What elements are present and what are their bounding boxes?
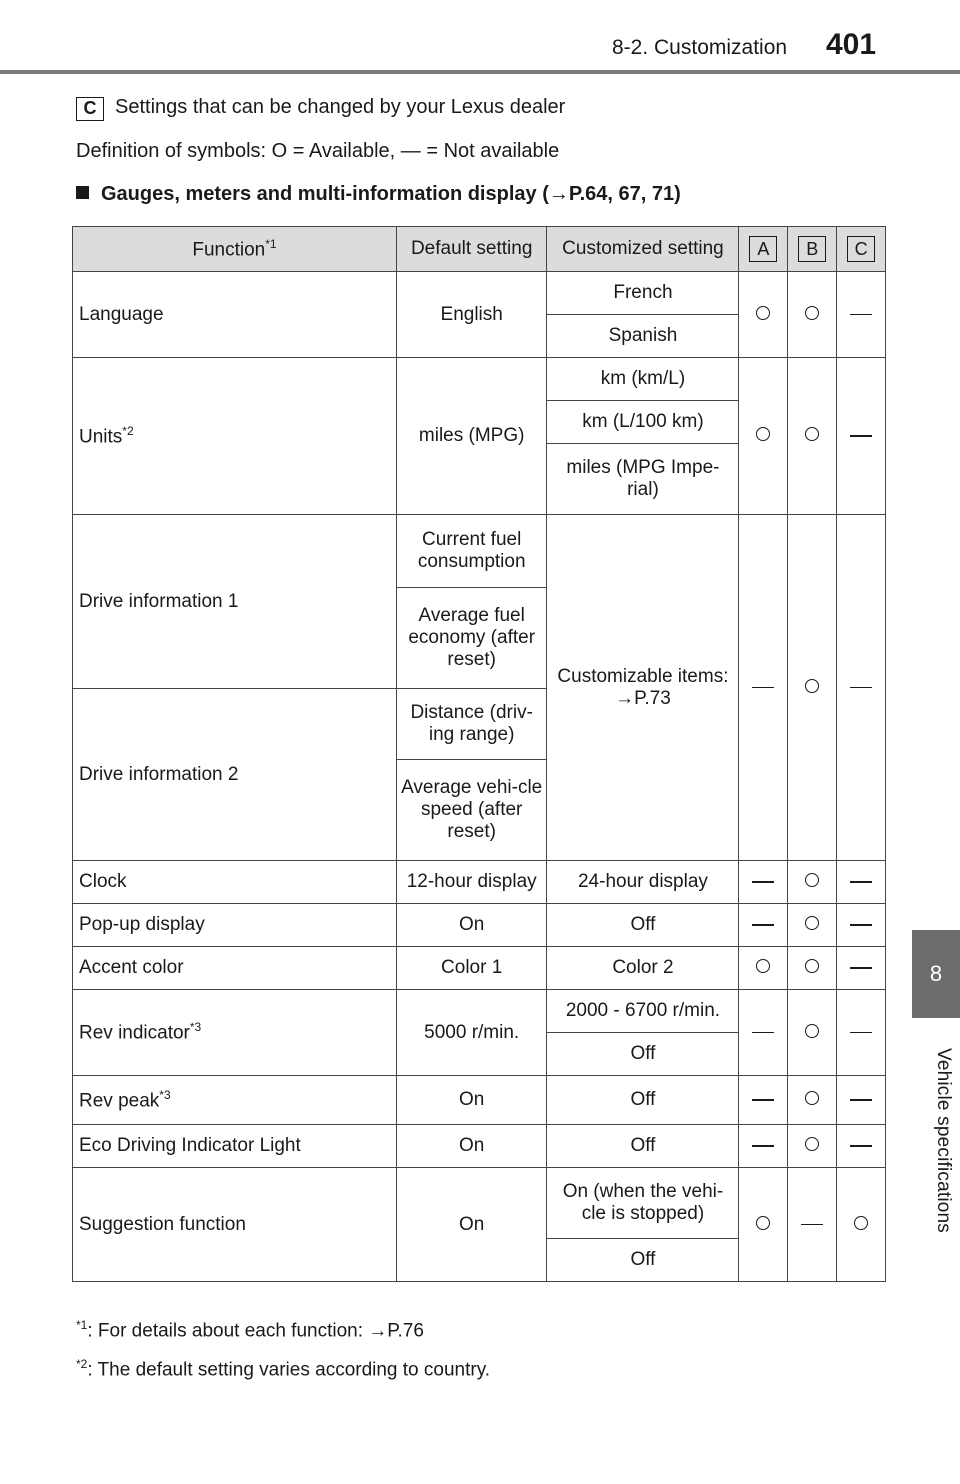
custom-cell: Off bbox=[547, 904, 739, 947]
function-cell: Units$^{*2}$ bbox=[73, 358, 397, 515]
function-cell: Suggestion function bbox=[73, 1168, 397, 1282]
custom-cell: Off bbox=[547, 1076, 739, 1125]
sym-b bbox=[788, 272, 837, 358]
not-available-dash-icon bbox=[752, 881, 774, 883]
square-bullet-icon bbox=[76, 186, 89, 199]
table-row bbox=[73, 515, 886, 588]
table-header-row bbox=[73, 227, 886, 272]
sym-c bbox=[837, 272, 886, 358]
not-available-dash-icon bbox=[752, 1145, 774, 1147]
table-row bbox=[73, 1168, 886, 1239]
sym-c bbox=[837, 358, 886, 515]
table-row bbox=[73, 358, 886, 401]
footnote-2: $^{*2}$: The default setting varies according to country. bbox=[76, 1357, 491, 1381]
not-available-dash-icon bbox=[850, 687, 872, 689]
function-cell: Pop-up display bbox=[73, 904, 397, 947]
custom-cell: On (when the vehi-cle is stopped) bbox=[547, 1168, 739, 1239]
function-cell: Drive information 1 bbox=[73, 515, 397, 689]
not-available-dash-icon bbox=[752, 924, 774, 926]
not-available-dash-icon bbox=[850, 314, 872, 316]
custom-cell: Spanish bbox=[547, 315, 739, 358]
settings-table bbox=[72, 226, 886, 1282]
not-available-dash-icon bbox=[752, 687, 774, 689]
default-cell: On bbox=[396, 1076, 547, 1125]
sym-a bbox=[739, 515, 788, 861]
custom-cell: Customizable items: →P.73 bbox=[547, 515, 739, 861]
available-circle-icon bbox=[805, 1091, 819, 1105]
custom-cell: km (km/L) bbox=[547, 358, 739, 401]
available-circle-icon bbox=[854, 1216, 868, 1230]
available-circle-icon bbox=[805, 959, 819, 973]
sym-c bbox=[837, 1076, 886, 1125]
default-cell: miles (MPG) bbox=[396, 358, 547, 515]
dealer-box-label: C bbox=[76, 97, 104, 121]
custom-cell: miles (MPG Impe-rial) bbox=[547, 444, 739, 515]
col-function: Function$^{*1}$ bbox=[73, 227, 397, 272]
not-available-dash-icon bbox=[850, 924, 872, 926]
sym-b bbox=[788, 1125, 837, 1168]
sym-a bbox=[739, 947, 788, 990]
not-available-dash-icon bbox=[850, 881, 872, 883]
sym-a bbox=[739, 272, 788, 358]
sym-a bbox=[739, 861, 788, 904]
sym-b bbox=[788, 990, 837, 1076]
custom-cell: 2000 - 6700 r/min. bbox=[547, 990, 739, 1033]
table-row bbox=[73, 990, 886, 1033]
sym-c bbox=[837, 1168, 886, 1282]
footnote-1: $^{*1}$: For details about each function: →P.76 bbox=[76, 1318, 424, 1342]
sym-a bbox=[739, 1125, 788, 1168]
not-available-dash-icon bbox=[752, 1099, 774, 1101]
sym-a bbox=[739, 990, 788, 1076]
function-cell: Drive information 2 bbox=[73, 689, 397, 861]
section-title: 8-2. Customization bbox=[612, 36, 788, 59]
sym-b bbox=[788, 358, 837, 515]
custom-cell: Off bbox=[547, 1033, 739, 1076]
header-divider bbox=[0, 70, 960, 74]
sym-b bbox=[788, 947, 837, 990]
custom-cell: Color 2 bbox=[547, 947, 739, 990]
not-available-dash-icon bbox=[850, 967, 872, 969]
default-cell: Color 1 bbox=[396, 947, 547, 990]
available-circle-icon bbox=[805, 916, 819, 930]
available-circle-icon bbox=[805, 427, 819, 441]
table-row bbox=[73, 904, 886, 947]
sym-a bbox=[739, 1168, 788, 1282]
chapter-tab[interactable]: 8 bbox=[912, 930, 960, 1018]
sym-c bbox=[837, 947, 886, 990]
sym-a bbox=[739, 904, 788, 947]
col-b: B bbox=[788, 227, 837, 272]
custom-cell: Off bbox=[547, 1239, 739, 1282]
symbol-definition: Definition of symbols: O = Available, — = Not available bbox=[76, 140, 560, 162]
custom-cell: 24-hour display bbox=[547, 861, 739, 904]
page-header bbox=[0, 0, 960, 80]
sym-a bbox=[739, 1076, 788, 1125]
chapter-label: Vehicle specifications bbox=[933, 1048, 954, 1234]
sym-b bbox=[788, 1168, 837, 1282]
sym-b bbox=[788, 904, 837, 947]
available-circle-icon bbox=[756, 1216, 770, 1230]
available-circle-icon bbox=[756, 959, 770, 973]
table-row bbox=[73, 1076, 886, 1125]
default-cell: Current fuel consumption bbox=[396, 515, 547, 588]
sym-c bbox=[837, 1125, 886, 1168]
page-number: 401 bbox=[826, 28, 877, 61]
available-circle-icon bbox=[805, 306, 819, 320]
not-available-dash-icon bbox=[850, 1099, 872, 1101]
sym-b bbox=[788, 861, 837, 904]
function-cell: Accent color bbox=[73, 947, 397, 990]
not-available-dash-icon bbox=[850, 1032, 872, 1034]
default-cell: Average fuel economy (after reset) bbox=[396, 588, 547, 689]
available-circle-icon bbox=[805, 873, 819, 887]
function-cell: Language bbox=[73, 272, 397, 358]
function-cell: Eco Driving Indicator Light bbox=[73, 1125, 397, 1168]
available-circle-icon bbox=[805, 679, 819, 693]
function-cell: Rev indicator$^{*3}$ bbox=[73, 990, 397, 1076]
function-cell: Rev peak$^{*3}$ bbox=[73, 1076, 397, 1125]
col-c: C bbox=[837, 227, 886, 272]
sym-c bbox=[837, 904, 886, 947]
default-cell: 5000 r/min. bbox=[396, 990, 547, 1076]
function-cell: Clock bbox=[73, 861, 397, 904]
available-circle-icon bbox=[756, 306, 770, 320]
subheading bbox=[76, 183, 681, 206]
subheading-text: Gauges, meters and multi-information display (→P.64, 67, 71) bbox=[101, 183, 681, 205]
table-row bbox=[73, 861, 886, 904]
available-circle-icon bbox=[756, 427, 770, 441]
intro-text: Settings that can be changed by your Lexus dealer bbox=[115, 96, 566, 118]
not-available-dash-icon bbox=[850, 435, 872, 437]
default-cell: On bbox=[396, 904, 547, 947]
available-circle-icon bbox=[805, 1024, 819, 1038]
table-row bbox=[73, 272, 886, 315]
default-cell: Distance (driv-ing range) bbox=[396, 689, 547, 760]
custom-cell: French bbox=[547, 272, 739, 315]
sym-b bbox=[788, 515, 837, 861]
sym-c bbox=[837, 990, 886, 1076]
table-row bbox=[73, 947, 886, 990]
default-cell: English bbox=[396, 272, 547, 358]
default-cell: On bbox=[396, 1168, 547, 1282]
available-circle-icon bbox=[805, 1137, 819, 1151]
custom-cell: Off bbox=[547, 1125, 739, 1168]
table-row bbox=[73, 1125, 886, 1168]
not-available-dash-icon bbox=[801, 1224, 823, 1226]
col-default: Default setting bbox=[396, 227, 547, 272]
col-custom: Customized setting bbox=[547, 227, 739, 272]
default-cell: On bbox=[396, 1125, 547, 1168]
default-cell: Average vehi-cle speed (after reset) bbox=[396, 760, 547, 861]
not-available-dash-icon bbox=[752, 1032, 774, 1034]
custom-cell: km (L/100 km) bbox=[547, 401, 739, 444]
col-a: A bbox=[739, 227, 788, 272]
sym-a bbox=[739, 358, 788, 515]
default-cell: 12-hour display bbox=[396, 861, 547, 904]
not-available-dash-icon bbox=[850, 1145, 872, 1147]
sym-c bbox=[837, 515, 886, 861]
sym-c bbox=[837, 861, 886, 904]
sym-b bbox=[788, 1076, 837, 1125]
